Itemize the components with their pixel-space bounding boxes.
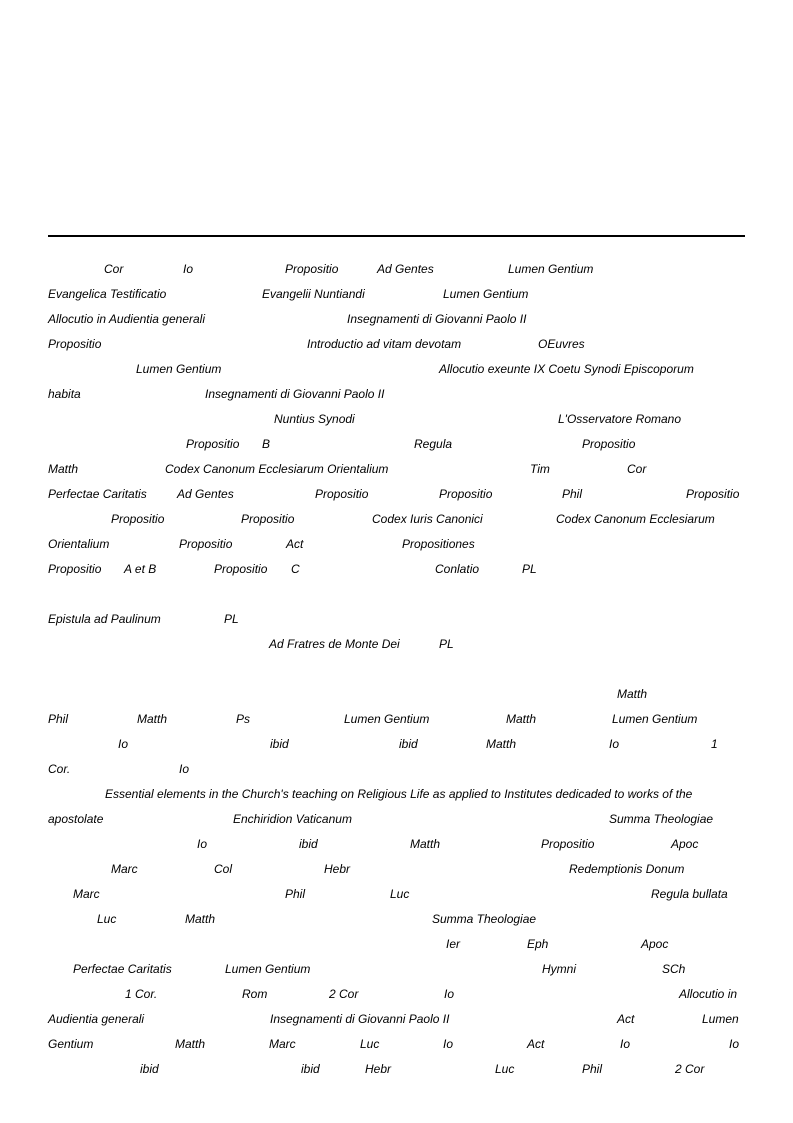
citation-fragment: Act <box>617 1012 635 1026</box>
citation-fragment: OEuvres <box>538 337 585 351</box>
citation-fragment: Luc <box>97 912 117 926</box>
citation-fragment: Ad Gentes <box>377 262 434 276</box>
citation-fragment: Propositiones <box>402 537 475 551</box>
citation-fragment: Codex Canonum Ecclesiarum <box>556 512 715 526</box>
citation-fragment: Act <box>286 537 304 551</box>
citation-fragment: Apoc <box>671 837 699 851</box>
citation-fragment: Eph <box>527 937 549 951</box>
citation-fragment: Propositio <box>439 487 493 501</box>
citation-fragment: Matth <box>410 837 441 851</box>
citation-fragment: Enchiridion Vaticanum <box>233 812 352 826</box>
citation-fragment: Luc <box>495 1062 515 1076</box>
citation-fragment: 1 Cor. <box>125 987 158 1001</box>
citation-fragment: Matth <box>175 1037 206 1051</box>
citation-fragment: Marc <box>73 887 100 901</box>
citation-fragment: ibid <box>140 1062 159 1076</box>
citation-fragment: B <box>262 437 271 451</box>
citation-fragment: Luc <box>360 1037 380 1051</box>
citation-fragment: Io <box>183 262 194 276</box>
citation-fragment: Ad Fratres de Monte Dei <box>269 637 400 651</box>
citation-fragment: Evangelica Testificatio <box>48 287 167 301</box>
citation-fragment: Regula <box>414 437 453 451</box>
citation-fragment: Io <box>118 737 129 751</box>
citation-fragment: Lumen Gentium <box>443 287 529 301</box>
citation-fragment: Matth <box>185 912 216 926</box>
citation-fragment: Audientia generali <box>48 1012 145 1026</box>
citation-fragment: Tim <box>530 462 550 476</box>
citation-fragment: Hymni <box>542 962 577 976</box>
citation-fragment: Regula bullata <box>651 887 728 901</box>
citation-fragment: ibid <box>301 1062 320 1076</box>
citation-fragment: Io <box>197 837 208 851</box>
citation-fragment: Ad Gentes <box>177 487 234 501</box>
citation-fragment: Luc <box>390 887 410 901</box>
citation-fragment: Conlatio <box>435 562 480 576</box>
citation-fragment: L'Osservatore Romano <box>558 412 682 426</box>
citation-fragment: Summa Theologiae <box>432 912 537 926</box>
citation-fragment: Io <box>443 1037 454 1051</box>
citation-fragment: Matth <box>486 737 517 751</box>
citation-fragment: Marc <box>269 1037 296 1051</box>
citation-fragment: Perfectae Caritatis <box>48 487 147 501</box>
citation-fragment: Phil <box>562 487 583 501</box>
citation-fragment: ibid <box>270 737 289 751</box>
citation-fragment: Codex Iuris Canonici <box>372 512 483 526</box>
citation-fragment: Propositio <box>48 337 102 351</box>
citation-fragment: Ps <box>236 712 251 726</box>
citation-fragment: Propositio <box>179 537 233 551</box>
citation-fragment: Io <box>609 737 620 751</box>
citation-fragment: Cor <box>104 262 124 276</box>
citation-fragment: Propositio <box>48 562 102 576</box>
citation-fragment: Matth <box>506 712 537 726</box>
citation-fragment: C <box>291 562 300 576</box>
citation-fragment: Allocutio in Audientia generali <box>48 312 205 326</box>
citation-fragment: PL <box>439 637 454 651</box>
citation-fragment: Nuntius Synodi <box>274 412 355 426</box>
citation-fragment: Ier <box>446 937 461 951</box>
citation-fragment: Phil <box>582 1062 603 1076</box>
citation-fragment: Insegnamenti di Giovanni Paolo II <box>347 312 527 326</box>
citation-fragment: Perfectae Caritatis <box>73 962 172 976</box>
citation-fragment: Io <box>729 1037 740 1051</box>
citation-fragment: Introductio ad vitam devotam <box>307 337 462 351</box>
citation-fragment: Essential elements in the Church's teaching on Religious Life as applied to Institutes dedicaded to works of the <box>105 787 693 801</box>
citation-fragment: apostolate <box>48 812 104 826</box>
citation-fragment: SCh <box>662 962 686 976</box>
citation-fragment: Rom <box>242 987 268 1001</box>
citation-fragment: Phil <box>48 712 69 726</box>
citation-fragment: Act <box>527 1037 545 1051</box>
citation-fragment: Marc <box>111 862 138 876</box>
citation-fragment: Insegnamenti di Giovanni Paolo II <box>270 1012 450 1026</box>
citation-fragment: 1 <box>711 737 718 751</box>
citation-fragment: Lumen Gentium <box>508 262 594 276</box>
citation-fragment: Insegnamenti di Giovanni Paolo II <box>205 387 385 401</box>
citation-fragment: Evangelii Nuntiandi <box>262 287 365 301</box>
citation-fragment: Phil <box>285 887 306 901</box>
citation-fragment: Propositio <box>315 487 369 501</box>
citation-fragment: Io <box>620 1037 631 1051</box>
citation-fragment: Matth <box>48 462 79 476</box>
citation-fragment: Propositio <box>582 437 636 451</box>
citation-fragment: ibid <box>299 837 318 851</box>
citation-fragment: Lumen Gentium <box>344 712 430 726</box>
citation-fragment: Io <box>444 987 455 1001</box>
citation-fragment: Cor <box>627 462 647 476</box>
citation-fragment: Summa Theologiae <box>609 812 714 826</box>
citation-fragment: habita <box>48 387 81 401</box>
citation-fragment: ibid <box>399 737 418 751</box>
citation-fragment: Gentium <box>48 1037 94 1051</box>
citation-fragment: Propositio <box>541 837 595 851</box>
citation-fragment: Propositio <box>111 512 165 526</box>
citation-fragment: Allocutio in <box>679 987 738 1001</box>
citation-fragment: Propositio <box>686 487 740 501</box>
citation-fragment: A et B <box>124 562 157 576</box>
citation-fragment: Io <box>179 762 190 776</box>
citation-fragment: Lumen Gentium <box>225 962 311 976</box>
citation-fragment: Hebr <box>365 1062 392 1076</box>
citation-fragment: Propositio <box>186 437 240 451</box>
citation-fragment: Col <box>214 862 233 876</box>
citation-fragment: PL <box>522 562 537 576</box>
footnote-separator-rule <box>48 235 745 237</box>
citation-fragment: Lumen <box>702 1012 739 1026</box>
citation-fragment: Lumen Gentium <box>612 712 698 726</box>
citation-fragment: Propositio <box>241 512 295 526</box>
citation-fragment: PL <box>224 612 239 626</box>
citation-fragment: Redemptionis Donum <box>569 862 685 876</box>
citation-fragment: Epistula ad Paulinum <box>48 612 161 626</box>
citation-fragment: Cor. <box>48 762 71 776</box>
citation-fragment: 2 Cor <box>329 987 359 1001</box>
citation-fragment: Propositio <box>285 262 339 276</box>
citation-fragment: Hebr <box>324 862 351 876</box>
citation-fragment: Codex Canonum Ecclesiarum Orientalium <box>165 462 389 476</box>
citation-fragment: 2 Cor <box>675 1062 705 1076</box>
citation-fragment: Matth <box>617 687 648 701</box>
citation-fragment: Orientalium <box>48 537 110 551</box>
citation-fragment: Propositio <box>214 562 268 576</box>
citation-fragment: Lumen Gentium <box>136 362 222 376</box>
citation-fragment: Allocutio exeunte IX Coetu Synodi Episcoporum <box>439 362 694 376</box>
citation-fragment: Apoc <box>641 937 669 951</box>
citation-fragment: Matth <box>137 712 168 726</box>
